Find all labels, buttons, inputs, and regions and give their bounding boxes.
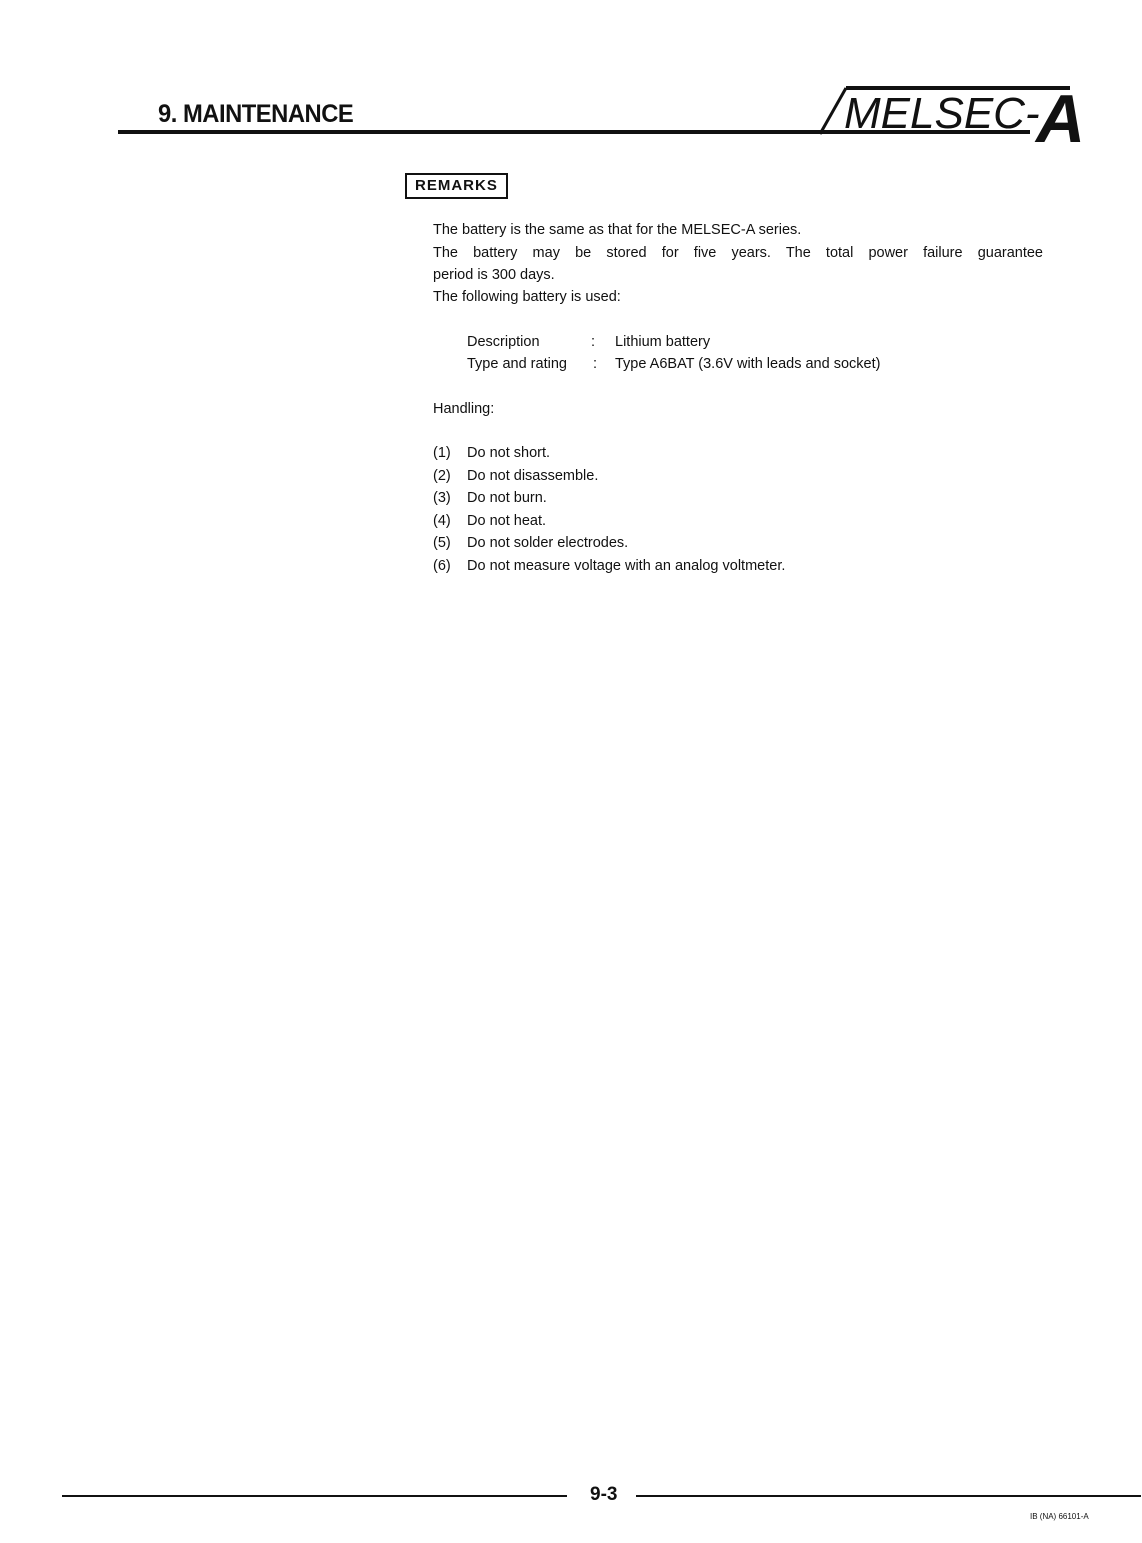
intro-line-2b: period is 300 days. <box>433 267 555 283</box>
footer-rule-right <box>636 1495 1141 1497</box>
list-item <box>433 532 628 554</box>
remarks-label: REMARKS <box>405 173 508 199</box>
footer-rule-left <box>62 1495 567 1497</box>
spec-row-type-rating <box>467 353 880 375</box>
list-text: Do not heat. <box>467 513 546 529</box>
handling-label: Handling: <box>433 401 495 417</box>
list-number: (3) <box>433 490 451 506</box>
list-item <box>433 487 547 509</box>
list-text: Do not disassemble. <box>467 468 599 484</box>
spec-label: Description <box>467 334 540 350</box>
intro-line-2a: The battery may be stored for five years. The total power failure guarantee <box>433 245 1043 261</box>
list-text: Do not solder electrodes. <box>467 535 629 551</box>
spec-label: Type and rating <box>467 356 567 372</box>
intro-line-1: The battery is the same as that for the MELSEC-A series. <box>433 222 802 238</box>
spec-value: Lithium battery <box>615 334 711 350</box>
brand-text: MELSEC- <box>844 89 1040 138</box>
header-rule <box>118 130 846 134</box>
section-title: 9. MAINTENANCE <box>158 100 354 128</box>
spec-colon: : <box>591 334 596 350</box>
list-text: Do not measure voltage with an analog voltmeter. <box>467 558 786 574</box>
intro-line-3: The following battery is used: <box>433 289 621 305</box>
list-text: Do not burn. <box>467 490 547 506</box>
list-number: (2) <box>433 468 451 484</box>
melsec-logo <box>800 82 1100 152</box>
list-text: Do not short. <box>467 445 551 461</box>
document-code: IB (NA) 66101-A <box>1030 1512 1089 1521</box>
spec-value: Type A6BAT (3.6V with leads and socket) <box>615 356 881 372</box>
list-item <box>433 510 546 532</box>
page-number: 9-3 <box>590 1484 618 1505</box>
list-item <box>433 442 550 464</box>
list-number: (1) <box>433 445 451 461</box>
list-number: (6) <box>433 558 451 574</box>
list-number: (5) <box>433 535 451 551</box>
list-item <box>433 465 598 487</box>
spec-row-description <box>467 331 710 353</box>
list-item <box>433 555 785 577</box>
brand-suffix: A <box>1036 82 1086 152</box>
list-number: (4) <box>433 513 451 529</box>
spec-colon: : <box>593 356 598 372</box>
